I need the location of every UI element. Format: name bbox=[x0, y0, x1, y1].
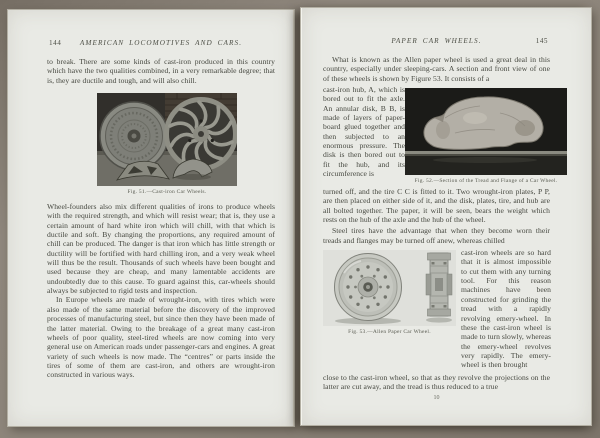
cast-iron-wheels-photo bbox=[97, 93, 237, 186]
figure-53-caption: Fig. 53.—Allen Paper Car Wheel. bbox=[348, 329, 431, 336]
right-running-head bbox=[323, 37, 550, 48]
figure-51 bbox=[97, 93, 237, 195]
paper-wheel-section-view bbox=[426, 253, 452, 323]
signature-mark: 10 bbox=[433, 395, 440, 402]
figure-52-caption: Fig. 52.—Section of the Tread and Flange of a Car Wheel. bbox=[414, 178, 558, 185]
right-page bbox=[301, 8, 591, 425]
right-narrow-column: cast-iron hub, A, which is bored out to fit the axle. An annular disk, B B, is made of layers of paper-board glued together and then subjected to an enormous pressure. The disk is then bored out to fit the hub, and its circumference is bbox=[323, 85, 405, 179]
figure-53 bbox=[323, 250, 456, 369]
figure-53-text-wrap-row bbox=[323, 248, 550, 369]
right-paragraph-2: turned off, and the tire C C is fitted to it. Two wrought-iron plates, P P, are then placed on either side of it, and the disk, plates, tire, and hub are all bolted together. The paper, it will be seen, bears the weight which rests on the hub of the axle and the hub of the wheel. bbox=[323, 187, 550, 225]
left-paragraph-2: Wheel-founders also mix different qualities of irons to produce wheels with the required strength, and which will resist wear; that is, they use a certain amount of hard white iron which will chill, with that which is ductile and soft. By changing the proportions, any required amount of chill can be produced. The danger is that iron which has little strength or ductility will be fortified with hard chilling iron, and a very weak wheel will thus be the result. Thousands of such wheels have been bought and used because they are cheap, and many lamentable accidents are undoubtedly due to this cause. To guard against this, car-wheels should always be subjected to rigid tests and inspection. bbox=[47, 202, 275, 296]
tread-flange-section-photo bbox=[405, 88, 567, 175]
plate-wheel bbox=[100, 102, 168, 170]
right-paragraph-3-start: Steel tires have the advantage that when they become worn their treads and flanges may be turned off anew, whereas chilled bbox=[323, 226, 550, 245]
left-paragraph-3: In Europe wheels are made of wrought-iron, with tires which were also made of the same material before the discovery of the improved processes of manufacturing steel, but since then they have been made of the latter material. Owing to the breakage of a great many cast-iron wheels of poor quality, steel-tired wheels are now coming into very general use on American roads under passenger-cars and engines. A great variety of such wheels is now made. The “centres” or parts inside the tires of some of them are cast-iron, and others are wrought-iron constructed in various ways. bbox=[47, 295, 275, 380]
left-running-head bbox=[47, 39, 275, 50]
left-paragraph-1: to break. There are some kinds of cast-iron produced in this country which have the two qualities combined, in a very remarkable degree; that is, they are ductile and tough, and will also chill. bbox=[47, 57, 275, 85]
left-page-number: 144 bbox=[49, 39, 62, 47]
figure-52-text-wrap-row bbox=[323, 85, 558, 185]
right-paragraph-1: What is known as the Allen paper wheel is used a great deal in this country, especially under sleeping-cars. A section and front view of one of these wheels is shown by Figure 53. It consists of a bbox=[323, 55, 550, 83]
paper-wheel-front-view bbox=[335, 254, 402, 321]
figure-52 bbox=[405, 88, 567, 184]
left-running-title: AMERICAN LOCOMOTIVES AND CARS. bbox=[79, 39, 243, 47]
right-paragraph-3-end: close to the cast-iron wheel, so that as they revolve the projections on the latter are cut away, and the tread is thus reduced to a true bbox=[323, 372, 550, 391]
left-page bbox=[8, 10, 294, 426]
right-running-title: PAPER CAR WHEELS. bbox=[391, 37, 482, 45]
spoked-wheel bbox=[167, 100, 236, 169]
figure-51-caption: Fig. 51.—Cast-iron Car Wheels. bbox=[127, 189, 207, 196]
right-page-number: 145 bbox=[535, 37, 548, 45]
right-narrow-column-2: cast-iron wheels are so hard that it is almost impossible to cut them with any turning tool. For this reason machines have been constructed for grinding the tread with a rapidly revolving emery-wheel. In these the cast-iron wheel is made to turn slowly, whereas the emery-wheel revolves very rapidly. The emery-wheel is then brought bbox=[461, 248, 551, 370]
allen-paper-wheel-photo bbox=[323, 250, 456, 326]
shelf-edge bbox=[405, 151, 567, 154]
